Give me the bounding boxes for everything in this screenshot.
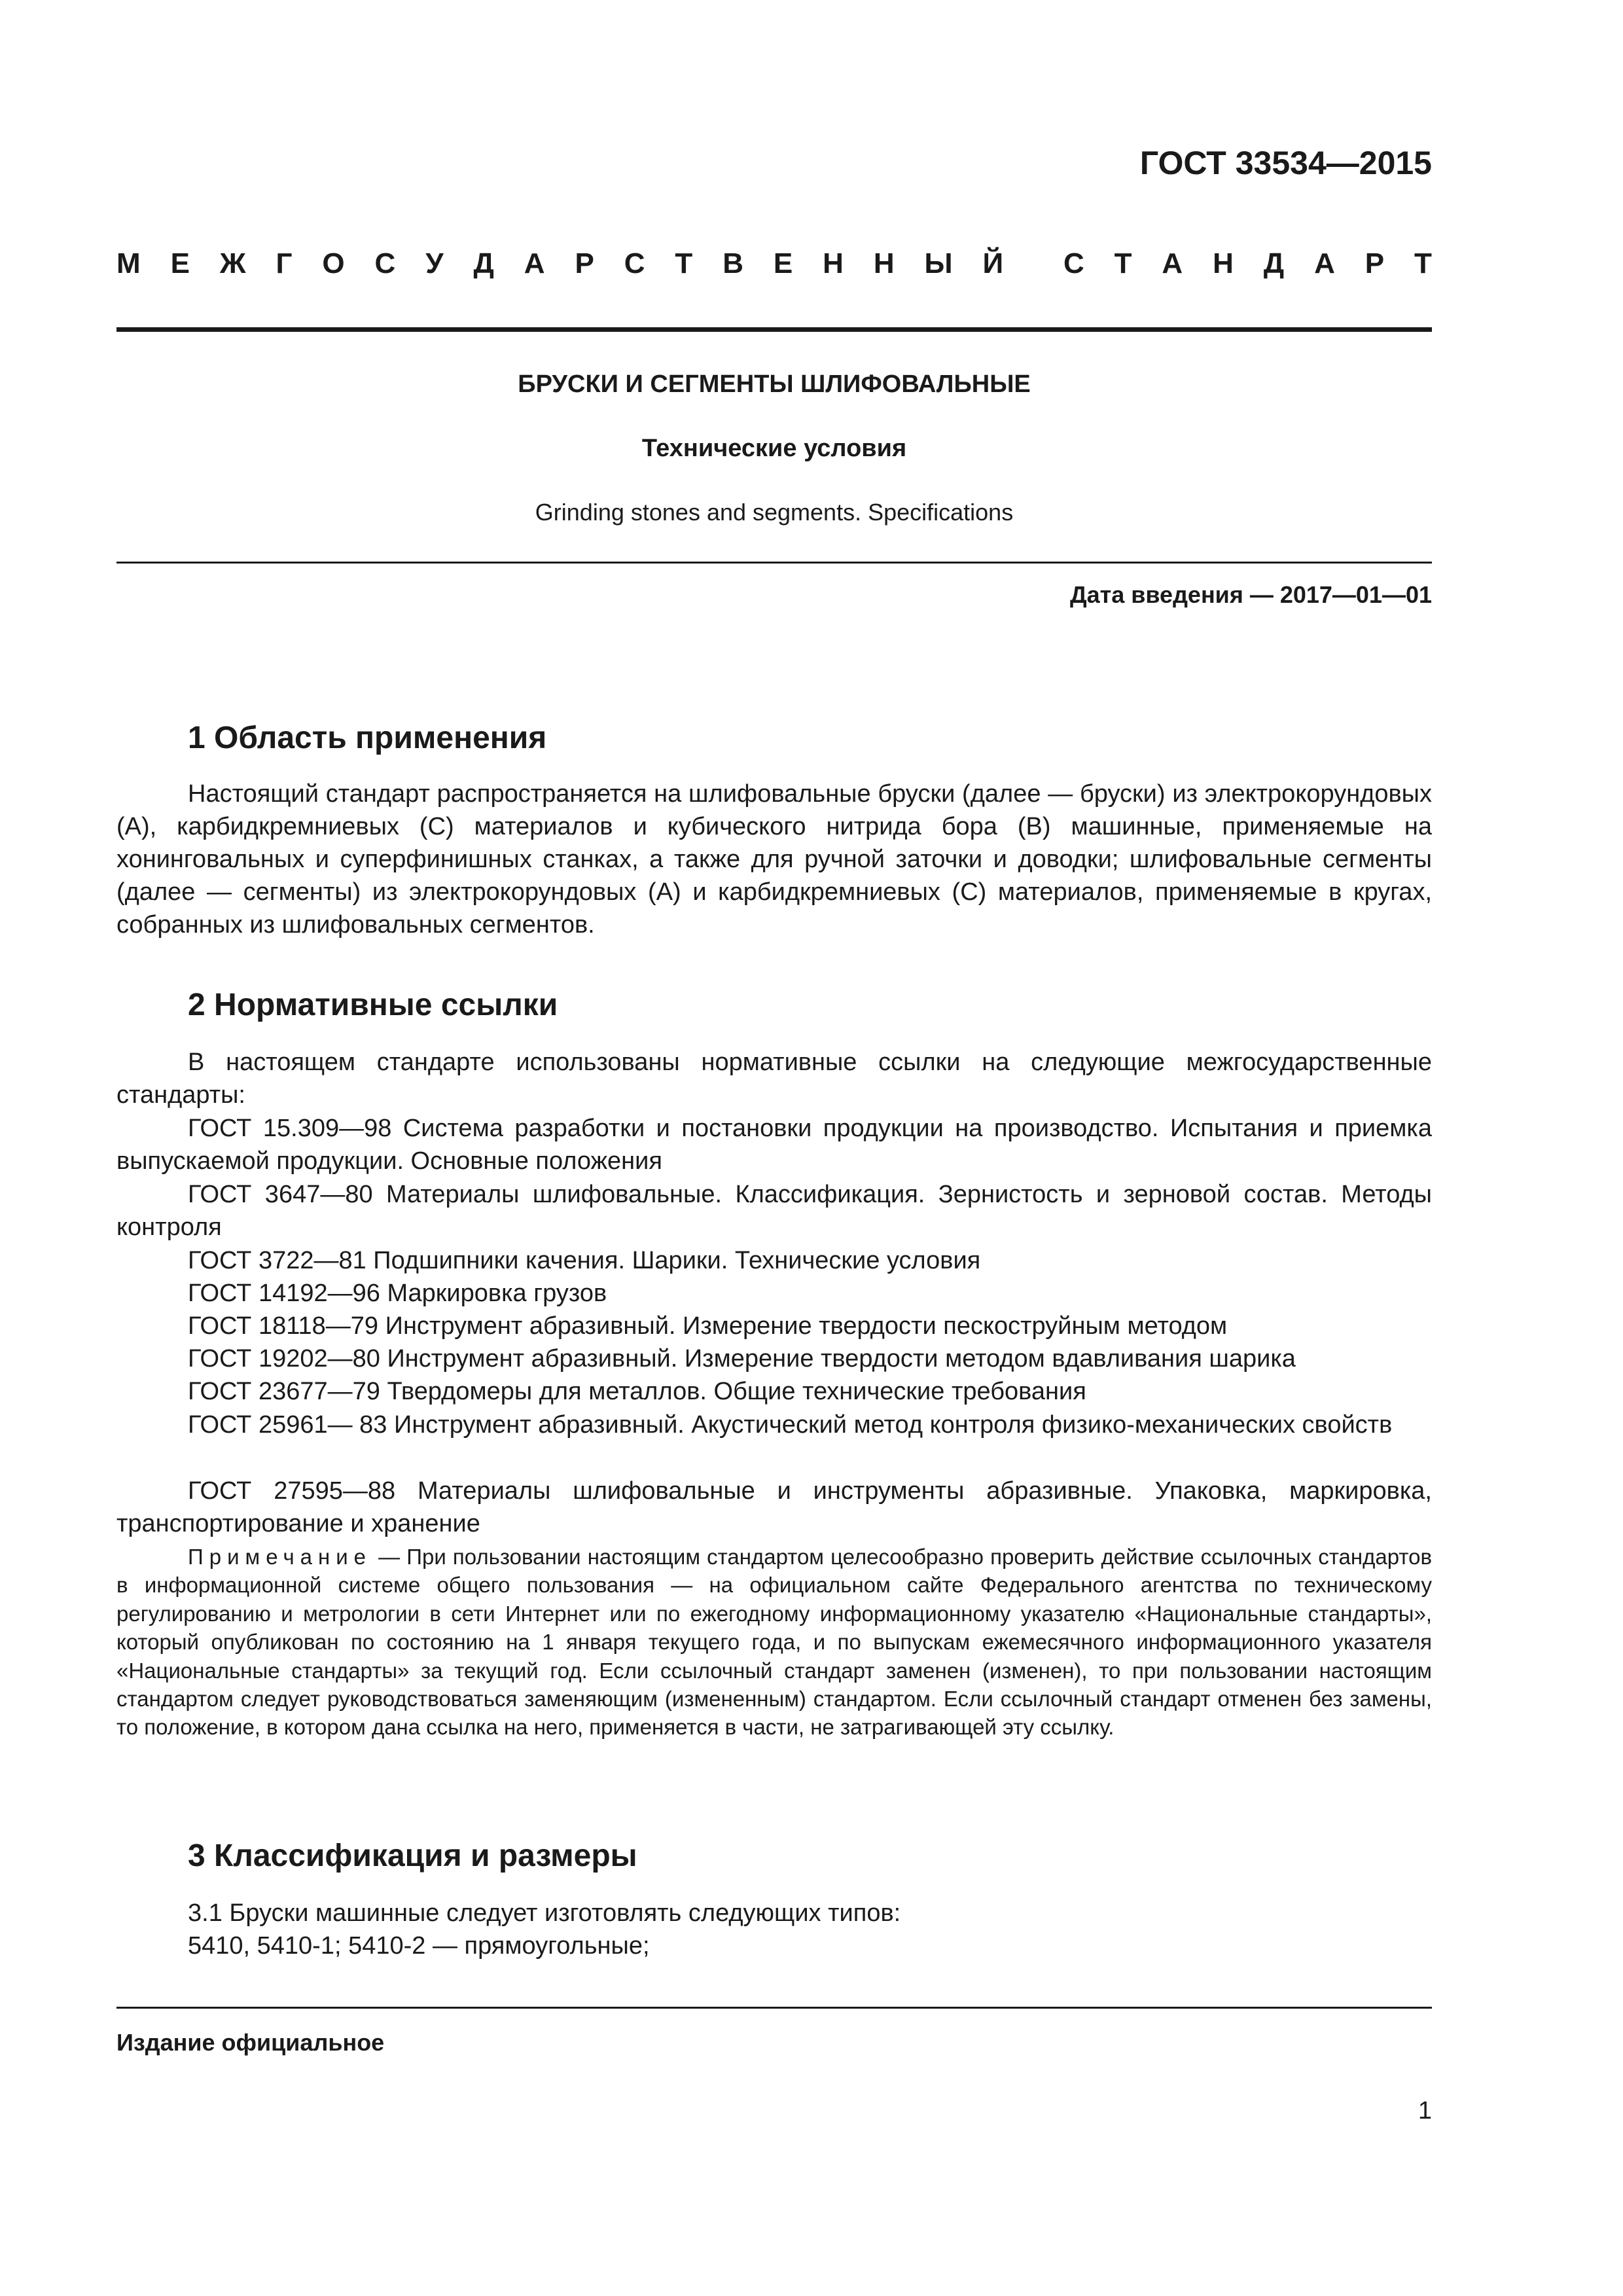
edition-label: Издание официальное: [116, 2029, 385, 2056]
standard-type-letter: А: [1314, 247, 1335, 279]
standard-type-letter: О: [322, 247, 345, 279]
standard-type-letter: У: [425, 247, 444, 279]
reference-item: ГОСТ 27595—88 Материалы шлифовальные и инструменты абразивные. Упаковка, маркировка, транспортирование и хранение: [116, 1477, 1432, 1537]
standard-type-letter: А: [524, 247, 545, 279]
standard-type-letter: С: [374, 247, 396, 279]
document-title: БРУСКИ И СЕГМЕНТЫ ШЛИФОВАЛЬНЫЕ: [518, 370, 1031, 398]
reference-item: ГОСТ 19202—80 Инструмент абразивный. Измерение твердости методом вдавливания шарика: [188, 1345, 1296, 1372]
reference-item: ГОСТ 25961— 83 Инструмент абразивный. Акустический метод контроля физико-механических свойств: [188, 1411, 1393, 1439]
reference-item: ГОСТ 3647—80 Материалы шлифовальные. Классификация. Зернистость и зерновой состав. Методы контроля: [116, 1181, 1432, 1241]
section-1-heading: 1 Область применения: [188, 721, 547, 755]
standard-type-letter: В: [722, 247, 743, 279]
standard-type-letter: Н: [1213, 247, 1234, 279]
section-1-text: Настоящий стандарт распространяется на шлифовальные бруски (далее — бруски) из электрокорундовых (А), карбидкремниевых (С) материалов и кубического нитрида бора (В) машинные, применяемые на хонинговальных и суперфинишных станках, а также для ручной заточки и доводки; шлифовальные сегменты (далее — сегменты) из электрокорундовых (А) и карбидкремниевых (С) материалов, применяемые в кругах, собранных из шлифовальных сегментов.: [116, 780, 1432, 939]
standard-type-letter: Е: [170, 247, 190, 279]
header-rule: [116, 327, 1432, 332]
standard-type-letter: Т: [1114, 247, 1132, 279]
section-2-note: [116, 1543, 1432, 1742]
standard-type-letter: Н: [873, 247, 895, 279]
standard-type-letter: А: [1162, 247, 1183, 279]
introduction-date: Дата введения — 2017—01—01: [1069, 581, 1432, 608]
section-3-paragraph: 3.1 Бруски машинные следует изготовлять следующих типов:: [188, 1899, 901, 1927]
document-code: ГОСТ 33534—2015: [1139, 145, 1432, 181]
reference-item: ГОСТ 14192—96 Маркировка грузов: [188, 1280, 607, 1307]
standard-type-letter: Д: [473, 247, 494, 279]
standard-type-letter: М: [116, 247, 141, 279]
note-text: — При пользовании настоящим стандартом целесообразно проверить действие ссылочных стандартов в информационной системе общего пользования — на официальном сайте Федерального агентства по техническому регулированию и метрологии в сети Интернет или по ежегодному информационному указателю «Национальные стандарты», который опубликован по состоянию на 1 января текущего года, и по выпускам ежемесячного информационного указателя «Национальные стандарты» за текущий год. Если ссылочный стандарт заменен (изменен), то при пользовании настоящим стандартом следует руководствоваться заменяющим (измененным) стандартом. Если ссылочный стандарт отменен без замены, то положение, в котором дана ссылка на него, применяется в части, не затрагивающей эту ссылку.: [116, 1545, 1432, 1740]
standard-type-letter: Ж: [219, 247, 246, 279]
standard-type-letter: Р: [1364, 247, 1385, 279]
standard-type-letter: Ы: [924, 247, 953, 279]
reference-item: ГОСТ 23677—79 Твердомеры для металлов. Общие технические требования: [188, 1378, 1086, 1405]
standard-type-letter: Й: [982, 247, 1004, 279]
note-label: Примечание: [188, 1545, 372, 1569]
document-english-title: Grinding stones and segments. Specifications: [535, 499, 1014, 526]
standard-type-letter: Р: [575, 247, 594, 279]
footer-rule: [116, 2007, 1432, 2009]
reference-item: ГОСТ 18118—79 Инструмент абразивный. Измерение твердости пескоструйным методом: [188, 1312, 1228, 1340]
section-2-intro: В настоящем стандарте использованы нормативные ссылки на следующие межгосударственные стандарты:: [116, 1049, 1432, 1109]
reference-item: ГОСТ 15.309—98 Система разработки и постановки продукции на производство. Испытания и приемка выпускаемой продукции. Основные положения: [116, 1115, 1432, 1175]
page-number: 1: [1418, 2097, 1432, 2125]
standard-type-letter: Д: [1263, 247, 1285, 279]
section-2-heading: 2 Нормативные ссылки: [188, 988, 558, 1022]
standard-type-letter: Г: [276, 247, 293, 279]
title-rule: [116, 562, 1432, 564]
standard-type-letter: С: [624, 247, 645, 279]
standard-type-letter: Т: [675, 247, 693, 279]
standard-type-letter: Т: [1414, 247, 1432, 279]
standard-type-letter: Н: [823, 247, 844, 279]
standard-type-letter: С: [1063, 247, 1084, 279]
reference-item: ГОСТ 3722—81 Подшипники качения. Шарики. Технические условия: [188, 1247, 981, 1274]
section-3-paragraph: 5410, 5410-1; 5410-2 — прямоугольные;: [188, 1932, 650, 1960]
standard-type-heading: [116, 247, 1432, 280]
standard-type-letter: Е: [773, 247, 793, 279]
document-subtitle: Технические условия: [641, 435, 907, 462]
section-3-heading: 3 Классификация и размеры: [188, 1839, 637, 1873]
